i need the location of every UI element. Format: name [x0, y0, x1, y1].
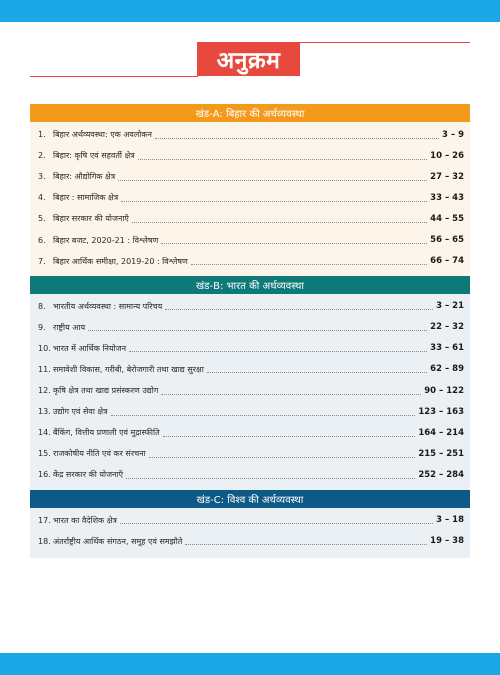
leader-dots	[191, 263, 427, 265]
leader-dots	[132, 221, 427, 223]
entry-number: 6.	[38, 235, 46, 245]
entry-pages: 56 – 65	[430, 235, 464, 246]
entry-title: अंतर्राष्ट्रीय आर्थिक संगठन, समूह एवं समझौते	[53, 536, 183, 546]
page-title: अनुक्रम	[197, 42, 300, 76]
entry-title: भारत का वैदेशिक क्षेत्र	[53, 515, 117, 525]
entry-number: 12.	[38, 386, 51, 396]
toc-entry[interactable]	[30, 166, 470, 187]
toc-entry[interactable]	[30, 338, 470, 359]
entry-pages: 27 – 32	[430, 171, 464, 182]
bottom-color-bar	[0, 653, 500, 675]
section-a	[30, 104, 470, 276]
entry-title: बिहार आर्थिक समीक्षा, 2019-20 : विश्लेषण	[53, 256, 188, 266]
entry-title: बैंकिंग, वित्तीय प्रणाली एवं मुद्रास्फीति	[53, 428, 160, 438]
entry-title: बिहार: कृषि एवं सहवर्ती क्षेत्र	[53, 151, 135, 161]
entry-title: बिहार: औद्योगिक क्षेत्र	[53, 172, 116, 182]
entry-pages: 3 – 9	[442, 129, 464, 140]
leader-dots	[126, 477, 415, 479]
entry-pages: 66 – 74	[430, 256, 464, 267]
section-heading: खंड-B: भारत की अर्थव्यवस्था	[30, 276, 470, 294]
entry-number: 13.	[38, 407, 51, 417]
entry-pages: 215 – 251	[418, 448, 464, 459]
entry-number: 14.	[38, 428, 51, 438]
entry-title: बिहार बजट, 2020-21 : विश्लेषण	[53, 235, 159, 245]
entry-pages: 3 – 21	[436, 301, 464, 312]
entry-pages: 90 – 122	[424, 385, 464, 396]
leader-dots	[88, 329, 427, 331]
toc-entry[interactable]	[30, 296, 470, 317]
entry-number: 18.	[38, 536, 51, 546]
toc-entry[interactable]	[30, 359, 470, 380]
top-color-bar	[0, 0, 500, 22]
entry-pages: 3 – 18	[436, 515, 464, 526]
toc-entry[interactable]	[30, 380, 470, 401]
leader-dots	[118, 179, 427, 181]
leader-dots	[129, 350, 427, 352]
entry-title: कृषि क्षेत्र तथा खाद्य प्रसंस्करण उद्योग	[53, 386, 159, 396]
leader-dots	[121, 200, 427, 202]
entry-pages: 62 – 89	[430, 364, 464, 375]
entry-pages: 33 – 61	[430, 343, 464, 354]
leader-dots	[185, 543, 427, 545]
entry-title: बिहार : सामाजिक क्षेत्र	[53, 193, 119, 203]
section-b	[30, 276, 470, 490]
entry-title: राष्ट्रीय आय	[53, 322, 86, 332]
entry-pages: 10 – 26	[430, 150, 464, 161]
entry-number: 4.	[38, 193, 46, 203]
leader-dots	[120, 522, 433, 524]
section-entries	[30, 508, 470, 558]
entry-pages: 22 – 32	[430, 322, 464, 333]
toc-entry[interactable]	[30, 510, 470, 531]
entry-title: बिहार अर्थव्यवस्था: एक अवलोकन	[53, 130, 152, 140]
toc-entry[interactable]	[30, 187, 470, 208]
entry-number: 3.	[38, 172, 46, 182]
entry-number: 9.	[38, 322, 46, 332]
entry-title: केंद्र सरकार की योजनाएँ	[53, 470, 123, 480]
entry-number: 10.	[38, 343, 51, 353]
toc-entry[interactable]	[30, 401, 470, 422]
toc-entry[interactable]	[30, 464, 470, 485]
entry-number: 5.	[38, 214, 46, 224]
entry-pages: 33 – 43	[430, 192, 464, 203]
leader-dots	[111, 414, 416, 416]
entry-pages: 44 – 55	[430, 213, 464, 224]
leader-dots	[163, 435, 416, 437]
entry-pages: 252 – 284	[418, 469, 464, 480]
entry-number: 1.	[38, 130, 46, 140]
toc-entry[interactable]	[30, 317, 470, 338]
entry-title: भारत में आर्थिक नियोजन	[53, 343, 127, 353]
leader-dots	[161, 393, 421, 395]
entry-number: 15.	[38, 449, 51, 459]
entry-number: 8.	[38, 301, 46, 311]
title-rule-right	[300, 42, 470, 43]
section-entries	[30, 294, 470, 490]
toc-entry[interactable]	[30, 145, 470, 166]
title-rule-left	[30, 76, 198, 77]
section-c	[30, 490, 470, 558]
entry-title: भारतीय अर्थव्यवस्था : सामान्य परिचय	[53, 301, 163, 311]
toc-entry[interactable]	[30, 531, 470, 552]
entry-title: राजकोषीय नीति एवं कर संरचना	[53, 449, 146, 459]
toc-entry[interactable]	[30, 208, 470, 229]
leader-dots	[149, 456, 416, 458]
entry-pages: 123 – 163	[418, 406, 464, 417]
leader-dots	[165, 308, 433, 310]
entry-pages: 164 – 214	[418, 427, 464, 438]
entry-number: 11.	[38, 364, 51, 374]
section-heading: खंड-A: बिहार की अर्थव्यवस्था	[30, 104, 470, 122]
entry-title: बिहार सरकार की योजनाएँ	[53, 214, 129, 224]
leader-dots	[207, 371, 427, 373]
section-heading: खंड-C: विश्व की अर्थव्यवस्था	[30, 490, 470, 508]
section-entries	[30, 122, 470, 276]
table-of-contents	[30, 104, 470, 558]
toc-entry[interactable]	[30, 251, 470, 272]
entry-number: 7.	[38, 256, 46, 266]
entry-number: 2.	[38, 151, 46, 161]
leader-dots	[155, 137, 439, 139]
toc-entry[interactable]	[30, 229, 470, 250]
entry-title: समावेशी विकास, गरीबी, बेरोजगारी तथा खाद्य सुरक्षा	[53, 364, 204, 374]
toc-entry[interactable]	[30, 124, 470, 145]
entry-number: 16.	[38, 470, 51, 480]
leader-dots	[161, 242, 427, 244]
entry-title: उद्योग एवं सेवा क्षेत्र	[53, 407, 108, 417]
leader-dots	[138, 158, 427, 160]
toc-entry[interactable]	[30, 443, 470, 464]
entry-pages: 19 – 38	[430, 536, 464, 547]
entry-number: 17.	[38, 515, 51, 525]
toc-entry[interactable]	[30, 422, 470, 443]
